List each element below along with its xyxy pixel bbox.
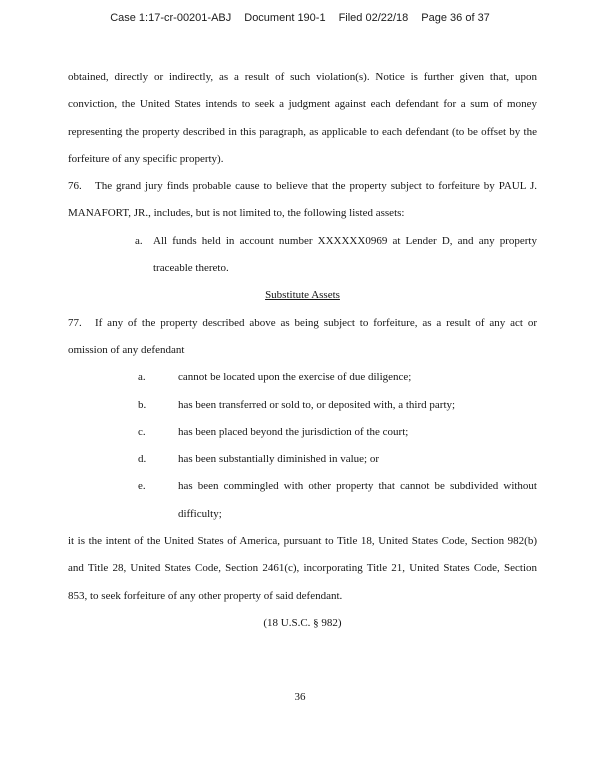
list-item-letter: b. bbox=[138, 398, 147, 411]
filed-date: Filed 02/22/18 bbox=[338, 12, 409, 24]
paragraph-76 bbox=[68, 173, 537, 228]
list-item-text: has been placed beyond the jurisdiction of the court; bbox=[178, 425, 409, 438]
substitute-assets-heading-text: Substitute Assets bbox=[265, 289, 340, 302]
list-item-77d bbox=[138, 446, 537, 473]
page-number: 36 bbox=[294, 691, 306, 703]
list-item-text: has been substantially diminished in value; or bbox=[178, 453, 380, 466]
list-item-76a bbox=[135, 228, 537, 283]
paragraph-77-number: 77. bbox=[68, 316, 82, 329]
paragraph-continuation-text: obtained, directly or indirectly, as a result of such violation(s). Notice is further given that, upon conviction, the United States intends to seek a judgment against each defendant for a sum of money representing the property described in this paragraph, as applicable to each defendant (to be offset by the forfeiture of any specific property). bbox=[68, 71, 537, 165]
page-of-pages: Page 36 of 37 bbox=[421, 12, 490, 24]
statute-reference-text: (18 U.S.C. § 982) bbox=[263, 616, 342, 629]
substitute-assets-heading bbox=[68, 282, 537, 309]
paragraph-intent bbox=[68, 528, 537, 610]
list-item-text: has been commingled with other property that cannot be subdivided without difficulty; bbox=[178, 480, 537, 520]
statute-reference bbox=[68, 610, 537, 637]
list-item-text: All funds held in account number XXXXXX0969 at Lender D, and any property traceable thereto. bbox=[153, 234, 537, 275]
case-caption-header bbox=[0, 12, 600, 24]
paragraph-76-text: The grand jury finds probable cause to believe that the property subject to forfeiture by PAUL J. MANAFORT, JR., includes, but is not limited to, the following listed assets: bbox=[68, 180, 537, 220]
list-item-letter: c. bbox=[138, 425, 146, 438]
list-item-77b bbox=[138, 392, 537, 419]
case-number: Case 1:17-cr-00201-ABJ bbox=[110, 12, 232, 24]
list-item-letter: d. bbox=[138, 453, 147, 466]
paragraph-77-text: If any of the property described above as being subject to forfeiture, as a result of any act or omission of any defendant bbox=[68, 316, 537, 356]
paragraph-77 bbox=[68, 310, 537, 365]
list-item-letter: a. bbox=[135, 234, 143, 247]
list-item-text: cannot be located upon the exercise of due diligence; bbox=[178, 371, 412, 384]
list-item-letter: e. bbox=[138, 480, 146, 493]
list-item-77e bbox=[138, 473, 537, 528]
list-item-letter: a. bbox=[138, 371, 146, 384]
list-item-77c bbox=[138, 419, 537, 446]
list-item-text: has been transferred or sold to, or deposited with, a third party; bbox=[178, 398, 456, 411]
list-item-77a bbox=[138, 364, 537, 391]
document-number: Document 190-1 bbox=[244, 12, 326, 24]
paragraph-intent-text: it is the intent of the United States of America, pursuant to Title 18, United States Code, Section 982(b) and Title 28, United States Code, Section 2461(c), incorporating Title 21, United States Code, Section 853, to seek forfeiture of any other property of said defendant. bbox=[68, 535, 537, 602]
paragraph-continuation bbox=[68, 64, 537, 173]
paragraph-76-number: 76. bbox=[68, 180, 82, 193]
document-body bbox=[68, 64, 537, 637]
